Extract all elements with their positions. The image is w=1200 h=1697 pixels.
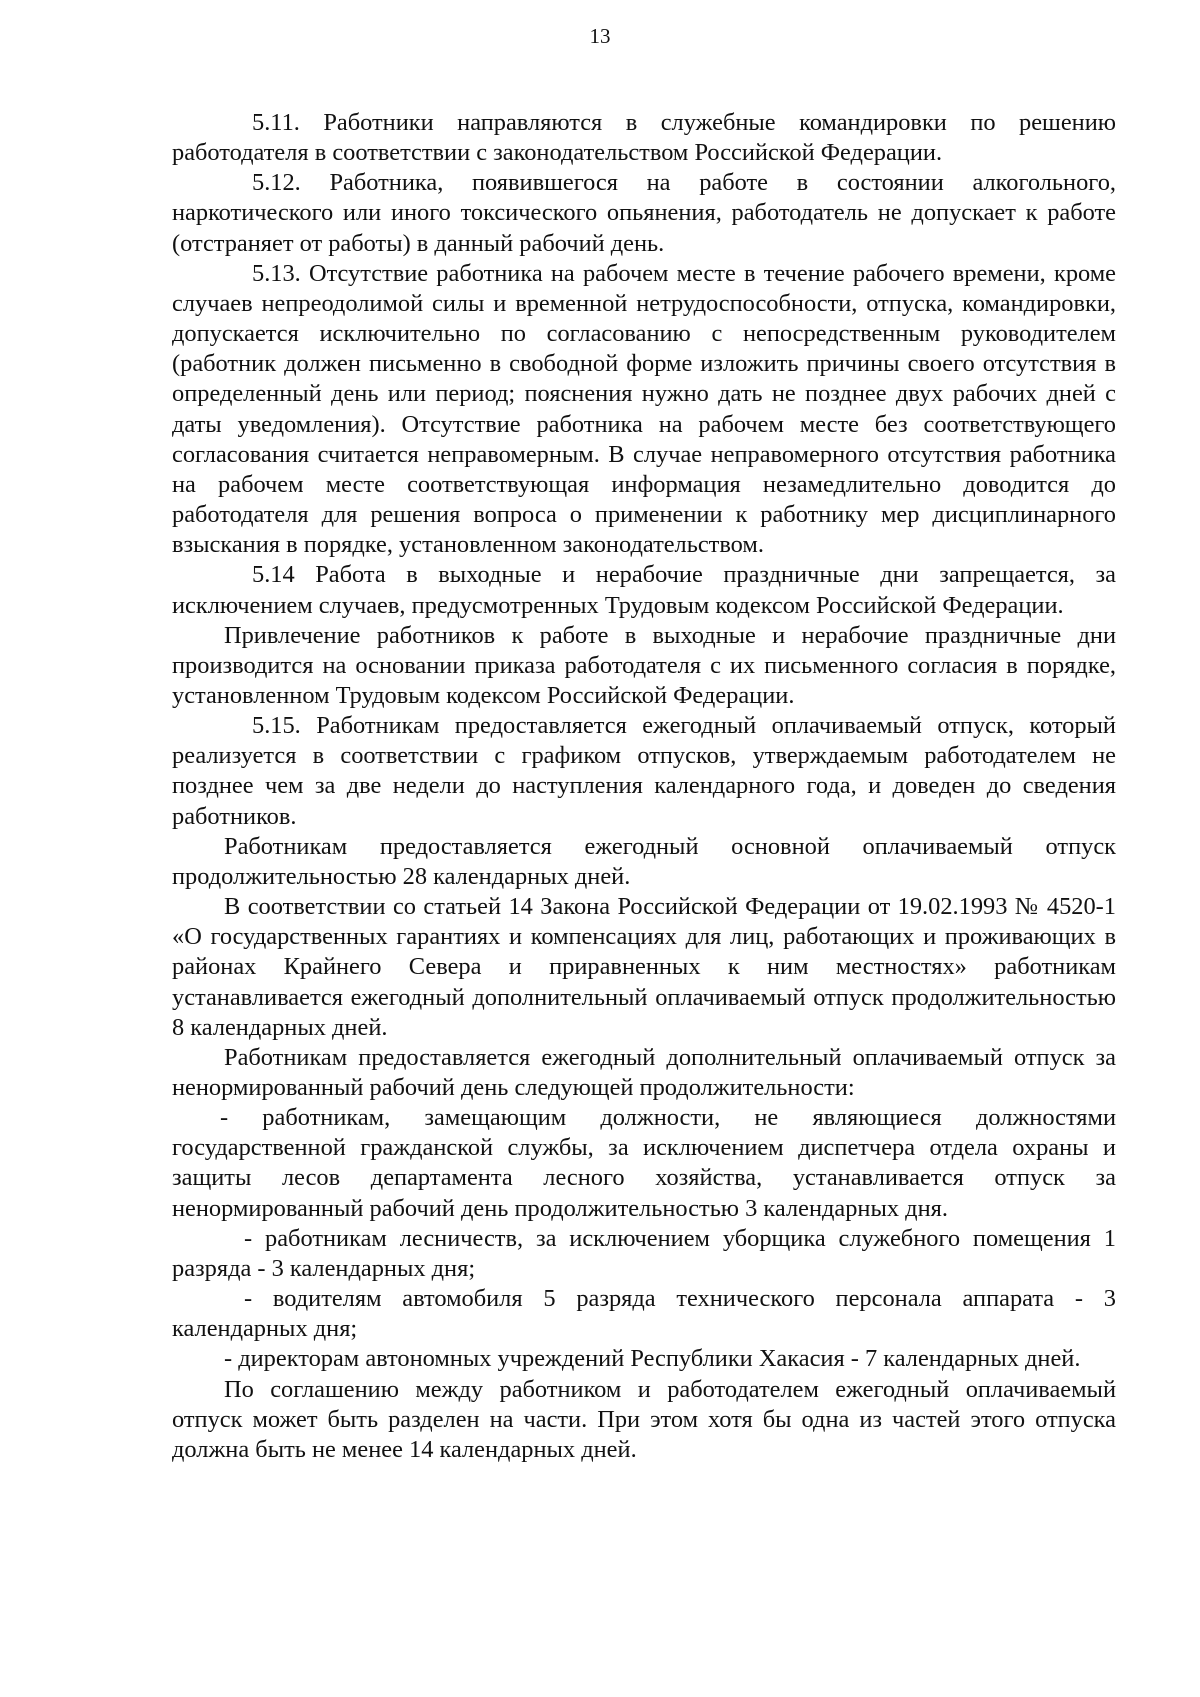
list-item-non-civil-service: - работникам, замещающим должности, не являющиеся должностями государственной гражданской службы, за исключением диспетчера отдела охраны и защиты лесов департамента лесного хозяйства, устанавливается отпуск за ненормированный рабочий день продолжительностью 3 календарных дня. <box>172 1104 1116 1222</box>
paragraph-additional-leave-north: В соответствии со статьей 14 Закона Российской Федерации от 19.02.1993 № 4520-1 «О государственных гарантиях и компенсациях для лиц, работающих и проживающих в районах Крайнего Севера и приравненных к ним местностях» работникам устанавливается ежегодный дополнительный оплачиваемый отпуск продолжительностью 8 календарных дней. <box>172 893 1116 1041</box>
paragraph-leave-split: По соглашению между работником и работодателем ежегодный оплачиваемый отпуск может быть разделен на части. При этом хотя бы одна из частей этого отпуска должна быть не менее 14 календарных дней. <box>172 1375 1116 1463</box>
paragraph-5-14: 5.14 Работа в выходные и нерабочие праздничные дни запрещается, за исключением случаев, предусмотренных Трудовым кодексом Российской Федерации. <box>172 561 1116 619</box>
paragraph-5-11: 5.11. Работники направляются в служебные командировки по решению работодателя в соответствии с законодательством Российской Федерации. <box>172 109 1116 167</box>
paragraph-irregular-day-leave: Работникам предоставляется ежегодный дополнительный оплачиваемый отпуск за ненормированный рабочий день следующей продолжительности: <box>172 1043 1116 1101</box>
paragraph-5-12: 5.12. Работника, появившегося на работе в состоянии алкогольного, наркотического или иного токсического опьянения, работодатель не допускает к работе (отстраняет от работы) в данный рабочий день. <box>172 169 1116 257</box>
document-body <box>172 108 1116 1465</box>
paragraph-weekend-work: Привлечение работников к работе в выходные и нерабочие праздничные дни производится на основании приказа работодателя с их письменного согласия в порядке, установленном Трудовым кодексом Российской Федерации. <box>172 621 1116 709</box>
page-number: 13 <box>589 24 611 48</box>
paragraph-main-leave: Работникам предоставляется ежегодный основной оплачиваемый отпуск продолжительностью 28 календарных дней. <box>172 832 1116 890</box>
list-item-forestry-workers: - работникам лесничеств, за исключением уборщика служебного помещения 1 разряда - 3 календарных дня; <box>172 1224 1116 1282</box>
list-item-directors: - директорам автономных учреждений Республики Хакасия - 7 календарных дней. <box>224 1345 1081 1373</box>
paragraph-5-15: 5.15. Работникам предоставляется ежегодный оплачиваемый отпуск, который реализуется в соответствии с графиком отпусков, утверждаемым работодателем не позднее чем за две недели до наступления календарного года, и доведен до сведения работников. <box>172 712 1116 830</box>
list-item-drivers: - водителям автомобиля 5 разряда технического персонала аппарата - 3 календарных дня; <box>172 1285 1116 1343</box>
paragraph-5-13: 5.13. Отсутствие работника на рабочем месте в течение рабочего времени, кроме случаев непреодолимой силы и временной нетрудоспособности, отпуска, командировки, допускается исключительно по согласованию с непосредственным руководителем (работник должен письменно в свободной форме изложить причины своего отсутствия в определенный день или период; пояснения нужно дать не позднее двух рабочих дней с даты уведомления). Отсутствие работника на рабочем месте без соответствующего согласования считается неправомерным. В случае неправомерного отсутствия работника на рабочем месте соответствующая информация незамедлительно доводится до работодателя для решения вопроса о применении к работнику мер дисциплинарного взыскания в порядке, установленном законодательством. <box>172 259 1116 559</box>
